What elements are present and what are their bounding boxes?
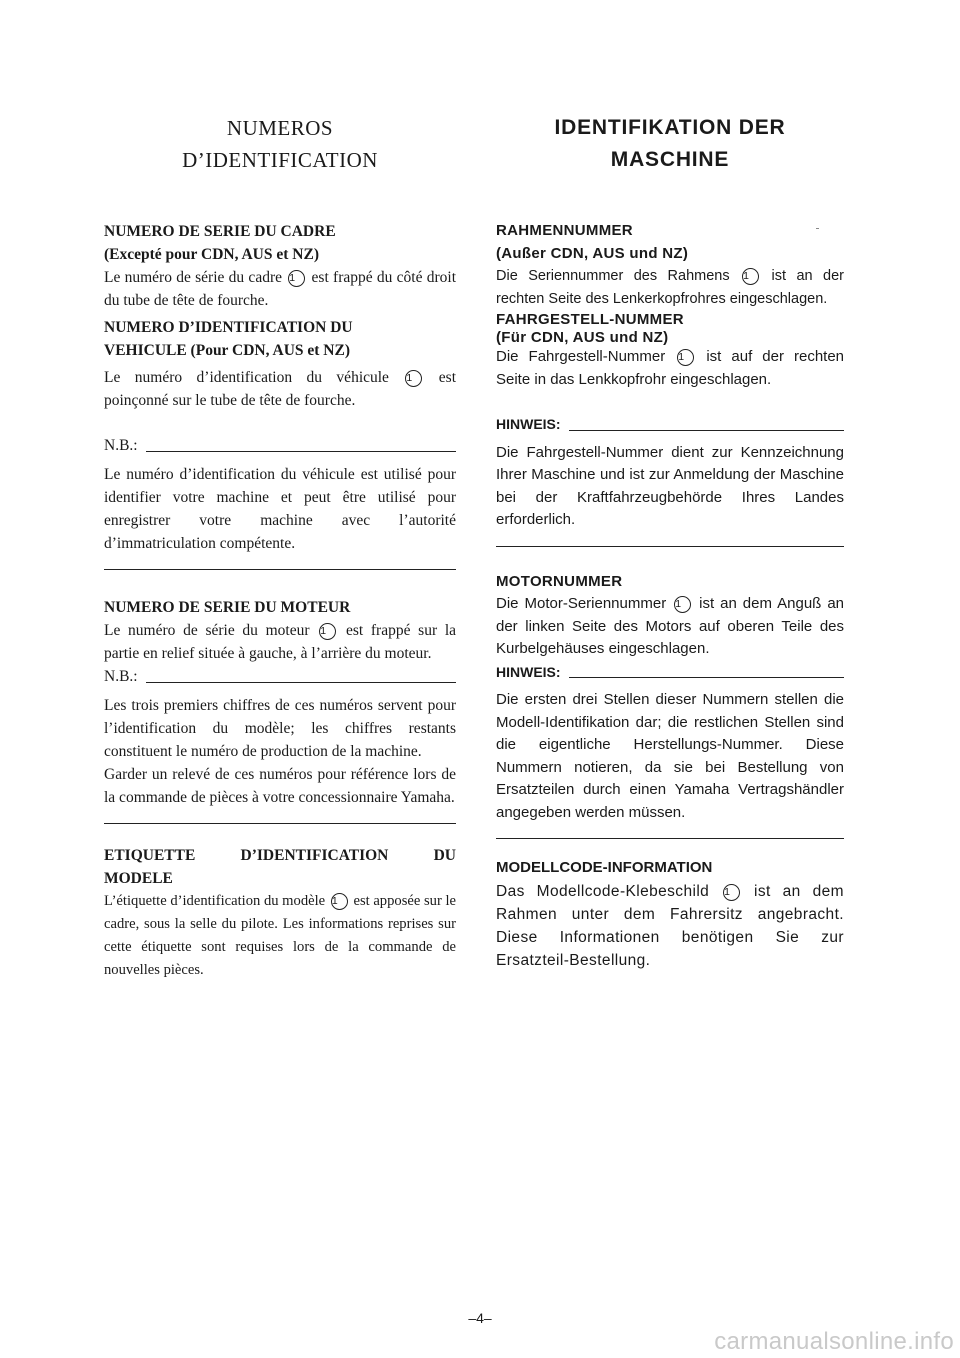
fr-model-label-subheading: MODELE (104, 870, 173, 887)
fr-vin-subheading: VEHICULE (Pour CDN, AUS et NZ) (104, 342, 351, 359)
fr-frame-serial-text (104, 266, 456, 312)
de-model-code-text-b: ist an dem Rahmen unter dem Fahrersitz angebracht. Diese Informationen benötigen Sie zur Ersatzteil-Bestellung. (496, 882, 844, 969)
de-engine-number-text (496, 593, 844, 661)
de-hinweis-2-rule (569, 677, 844, 678)
fr-frame-serial-text-b: est frappé du côté droit du tube de tête de fourche. (104, 269, 457, 309)
fr-note-2-text-1: Les trois premiers chiffres de ces numéros servent pour l’identification du modèle; les chiffres restants constituent le numéro de production de la machine. (104, 697, 456, 760)
fr-section-engine-serial (104, 596, 456, 665)
french-column (104, 112, 456, 982)
fr-note-1-label: N.B.: (104, 437, 138, 454)
de-frame-number-subheading: (Außer CDN, AUS und NZ) (496, 244, 689, 262)
fr-note-1-header (104, 434, 456, 457)
de-chassis-number-heading: FAHRGESTELL-NUMMER (496, 311, 684, 328)
fr-note-2-rule (146, 682, 456, 683)
callout-1-icon: 1 (331, 893, 348, 910)
de-frame-number-text-a: Die Seriennummer des Rahmens (496, 268, 730, 284)
german-title (496, 112, 844, 176)
french-title-line1: NUMEROS (226, 116, 334, 140)
de-model-code-heading: MODELLCODE-INFORMATION (496, 859, 713, 876)
callout-1-icon: 1 (319, 623, 336, 640)
german-title-line2: MASCHINE (610, 148, 730, 171)
de-engine-number-text-b: ist an dem Anguß an der linken Seite des Motors auf oberen Teile des Kurbelgehäuses eingeschlagen. (496, 595, 844, 657)
de-model-code-text (496, 880, 844, 972)
fr-section-vin (104, 316, 456, 412)
fr-section-frame-serial (104, 220, 456, 312)
de-engine-number-heading: MOTORNUMMER (496, 572, 623, 590)
de-chassis-number-text-a: Die Fahrgestell-Nummer (496, 348, 666, 365)
fr-note-2-label: N.B.: (104, 668, 138, 685)
de-hinweis-2-header (496, 661, 844, 684)
de-divider-1 (496, 546, 844, 547)
scan-speck (816, 228, 819, 229)
watermark: carmanualsonline.info (714, 1328, 954, 1355)
french-title-line2: D’IDENTIFICATION (182, 148, 378, 172)
de-hinweis-2-label: HINWEIS: (496, 663, 561, 680)
de-frame-number-text (496, 265, 844, 310)
de-hinweis-2-text: Die ersten drei Stellen dieser Nummern stellen die Modell-Identifikation dar; die restlichen Stellen sind die eigentliche Herstellungs-Nummer. Diese Nummern notieren, da sie bei Bestellung von Ersatzteilen durch einen Yamaha Vertragshändler angegeben werden müssen. (496, 691, 844, 821)
callout-1-icon: 1 (723, 884, 740, 901)
fr-vin-text-a: Le numéro d’identification du véhicule (104, 369, 389, 386)
fr-vin-text-b: est poinçonné sur le tube de tête de fourche. (104, 369, 456, 409)
fr-engine-serial-heading: NUMERO DE SERIE DU MOTEUR (104, 599, 351, 616)
german-title-line1: IDENTIFIKATION DER (554, 116, 786, 139)
de-section-frame-number (496, 220, 844, 310)
fr-divider-1 (104, 569, 456, 570)
fr-note-1-text: Le numéro d’identification du véhicule est utilisé pour identifier votre machine et peut être utilisé pour enregistrer votre machine avec l’autorité d’immatriculation compétente. (104, 466, 456, 552)
de-section-engine-number (496, 571, 844, 661)
de-chassis-number-text-b: ist auf der rechten Seite in das Lenkkopfrohr eingeschlagen. (496, 348, 845, 388)
de-chassis-number-subheading: (Für CDN, AUS und NZ) (496, 329, 669, 346)
fr-note-2-header (104, 665, 456, 688)
de-divider-2 (496, 838, 844, 839)
de-model-code-text-a: Das Modellcode-Klebeschild (496, 882, 710, 900)
de-frame-number-text-b: ist an der rechten Seite des Lenkerkopfrohres eingeschlagen. (496, 268, 845, 307)
fr-model-label-text (104, 890, 456, 982)
fr-model-label-heading: ETIQUETTE D’IDENTIFICATION DU (104, 847, 456, 864)
de-section-model-code (496, 857, 844, 972)
fr-engine-serial-text (104, 619, 456, 665)
de-hinweis-1-label: HINWEIS: (496, 416, 561, 432)
fr-note-1-rule (146, 451, 456, 452)
callout-1-icon: 1 (674, 596, 691, 613)
fr-frame-serial-subheading: (Excepté pour CDN, AUS et NZ) (104, 246, 319, 263)
french-title (104, 112, 456, 176)
de-chassis-number-text (496, 346, 844, 391)
callout-1-icon: 1 (405, 370, 422, 387)
fr-frame-serial-heading: NUMERO DE SERIE DU CADRE (104, 223, 336, 240)
de-frame-number-heading: RAHMENNUMMER (496, 222, 633, 239)
fr-vin-text (104, 366, 456, 412)
page-number: –4– (468, 1310, 492, 1326)
fr-engine-serial-text-a: Le numéro de série du moteur (104, 622, 310, 639)
callout-1-icon: 1 (742, 268, 759, 285)
fr-vin-heading: NUMERO D’IDENTIFICATION DU (104, 319, 353, 336)
fr-note-2-text-2: Garder un relevé de ces numéros pour référence lors de la commande de pièces à votre concessionnaire Yamaha. (104, 766, 456, 806)
callout-1-icon: 1 (677, 349, 694, 366)
fr-section-model-label (104, 844, 456, 982)
fr-model-label-text-a: L’étiquette d’identification du modèle (104, 893, 326, 909)
fr-model-label-text-b: est apposée sur le cadre, sous la selle du pilote. Les informations reprises sur cette étiquette sont requises lors de la commande de nouvelles pièces. (104, 893, 457, 978)
de-engine-number-text-a: Die Motor-Seriennummer (496, 595, 667, 612)
de-hinweis-1-text: Die Fahrgestell-Nummer dient zur Kennzeichnung Ihrer Maschine und ist zur Anmeldung der Maschine bei der Kraftfahrzeugbehörde Ihres Landes erforderlich. (496, 443, 844, 528)
de-hinweis-1-header (496, 413, 844, 436)
fr-engine-serial-text-b: est frappé sur la partie en relief située à gauche, à l’arrière du moteur. (104, 622, 457, 662)
de-hinweis-1-rule (569, 430, 844, 431)
fr-divider-2 (104, 823, 456, 824)
fr-frame-serial-text-a: Le numéro de série du cadre (104, 269, 282, 286)
de-section-chassis-number (496, 310, 844, 391)
callout-1-icon: 1 (288, 270, 305, 287)
german-column (496, 112, 844, 972)
